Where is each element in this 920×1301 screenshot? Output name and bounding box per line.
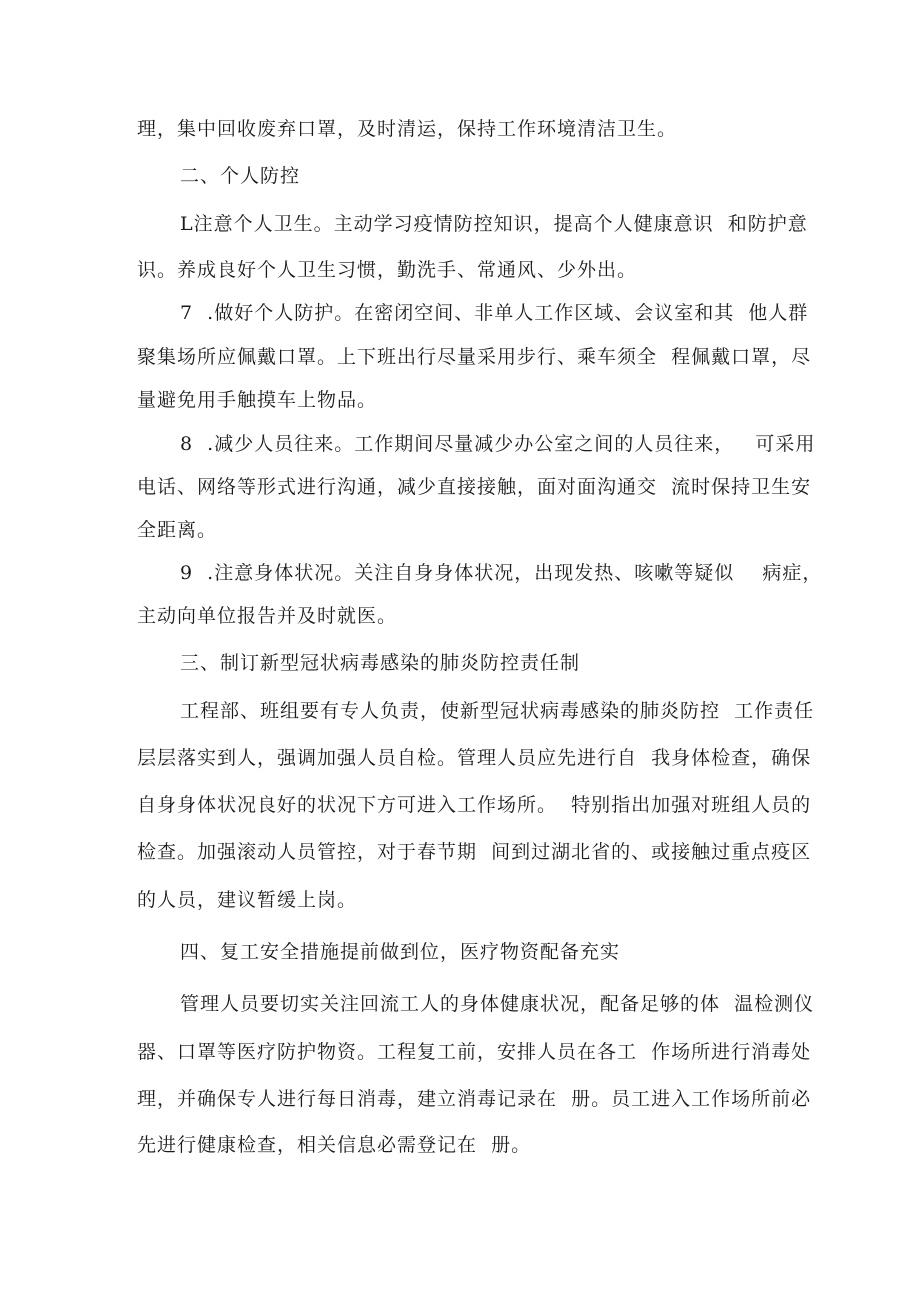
text-line: 8 .减少人员往来。工作期间尽量减少办公室之间的人员往来， 可采用 [180,433,816,455]
text-line: 7 .做好个人防护。在密闭空间、非单人工作区域、会议室和其 他人群 [180,302,809,324]
text-line: 自身身体状况良好的状况下方可进入工作场所。 特别指出加强对班组人员的 [137,794,812,816]
text-line: 工程部、班组要有专人负责，使新型冠状病毒感染的肺炎防控 工作责任 [180,700,815,722]
text-line: 层层落实到人，强调加强人员自检。管理人员应先进行自 我身体检查，确保 [137,747,812,769]
text-line: L注意个人卫生。主动学习疫情防控知识，提高个人健康意识 和防护意 [180,213,808,235]
section-heading: 三、制订新型冠状病毒感染的肺炎防控责任制 [180,652,581,674]
text-line: 器、口罩等医疗防护物资。工程复工前，安排人员在各工 作场所进行消毒处 [137,1041,812,1063]
section-heading: 四、复工安全措施提前做到位，医疗物资配备充实 [180,941,621,963]
text-line: 9 .注意身体状况。关注自身身体状况，出现发热、咳嗽等疑似 病症， [180,562,823,584]
text-line: 检查。加强滚动人员管控，对于春节期 间到过湖北省的、或接触过重点疫区 [137,841,812,863]
text-line: 电话、网络等形式进行沟通，减少直接接触，面对面沟通交 流时保持卫生安 [137,476,812,498]
text-line: 量避免用手触摸车上物品。 [137,389,378,411]
text-line: 全距离。 [137,519,218,541]
text-line: 理，并确保专人进行每日消毒，建立消毒记录在 册。员工进入工作场所前必 [137,1088,812,1110]
text-line: 管理人员要切实关注回流工人的身体健康状况，配备足够的体 温检测仪 [180,993,815,1015]
text-line: 主动向单位报告并及时就医。 [137,605,398,627]
text-line: 理，集中回收废弃口罩，及时清运，保持工作环境清洁卫生。 [137,118,678,140]
text-line: 先进行健康检查，相关信息必需登记在 册。 [137,1134,532,1156]
text-line: 识。养成良好个人卫生习惯，勤洗手、常通风、少外出。 [137,259,638,281]
text-line: 的人员，建议暂缓上岗。 [137,889,358,911]
section-heading: 二、个人防控 [180,165,301,187]
text-line: 聚集场所应佩戴口罩。上下班出行尽量采用步行、乘车须全 程佩戴口罩，尽 [137,346,812,368]
